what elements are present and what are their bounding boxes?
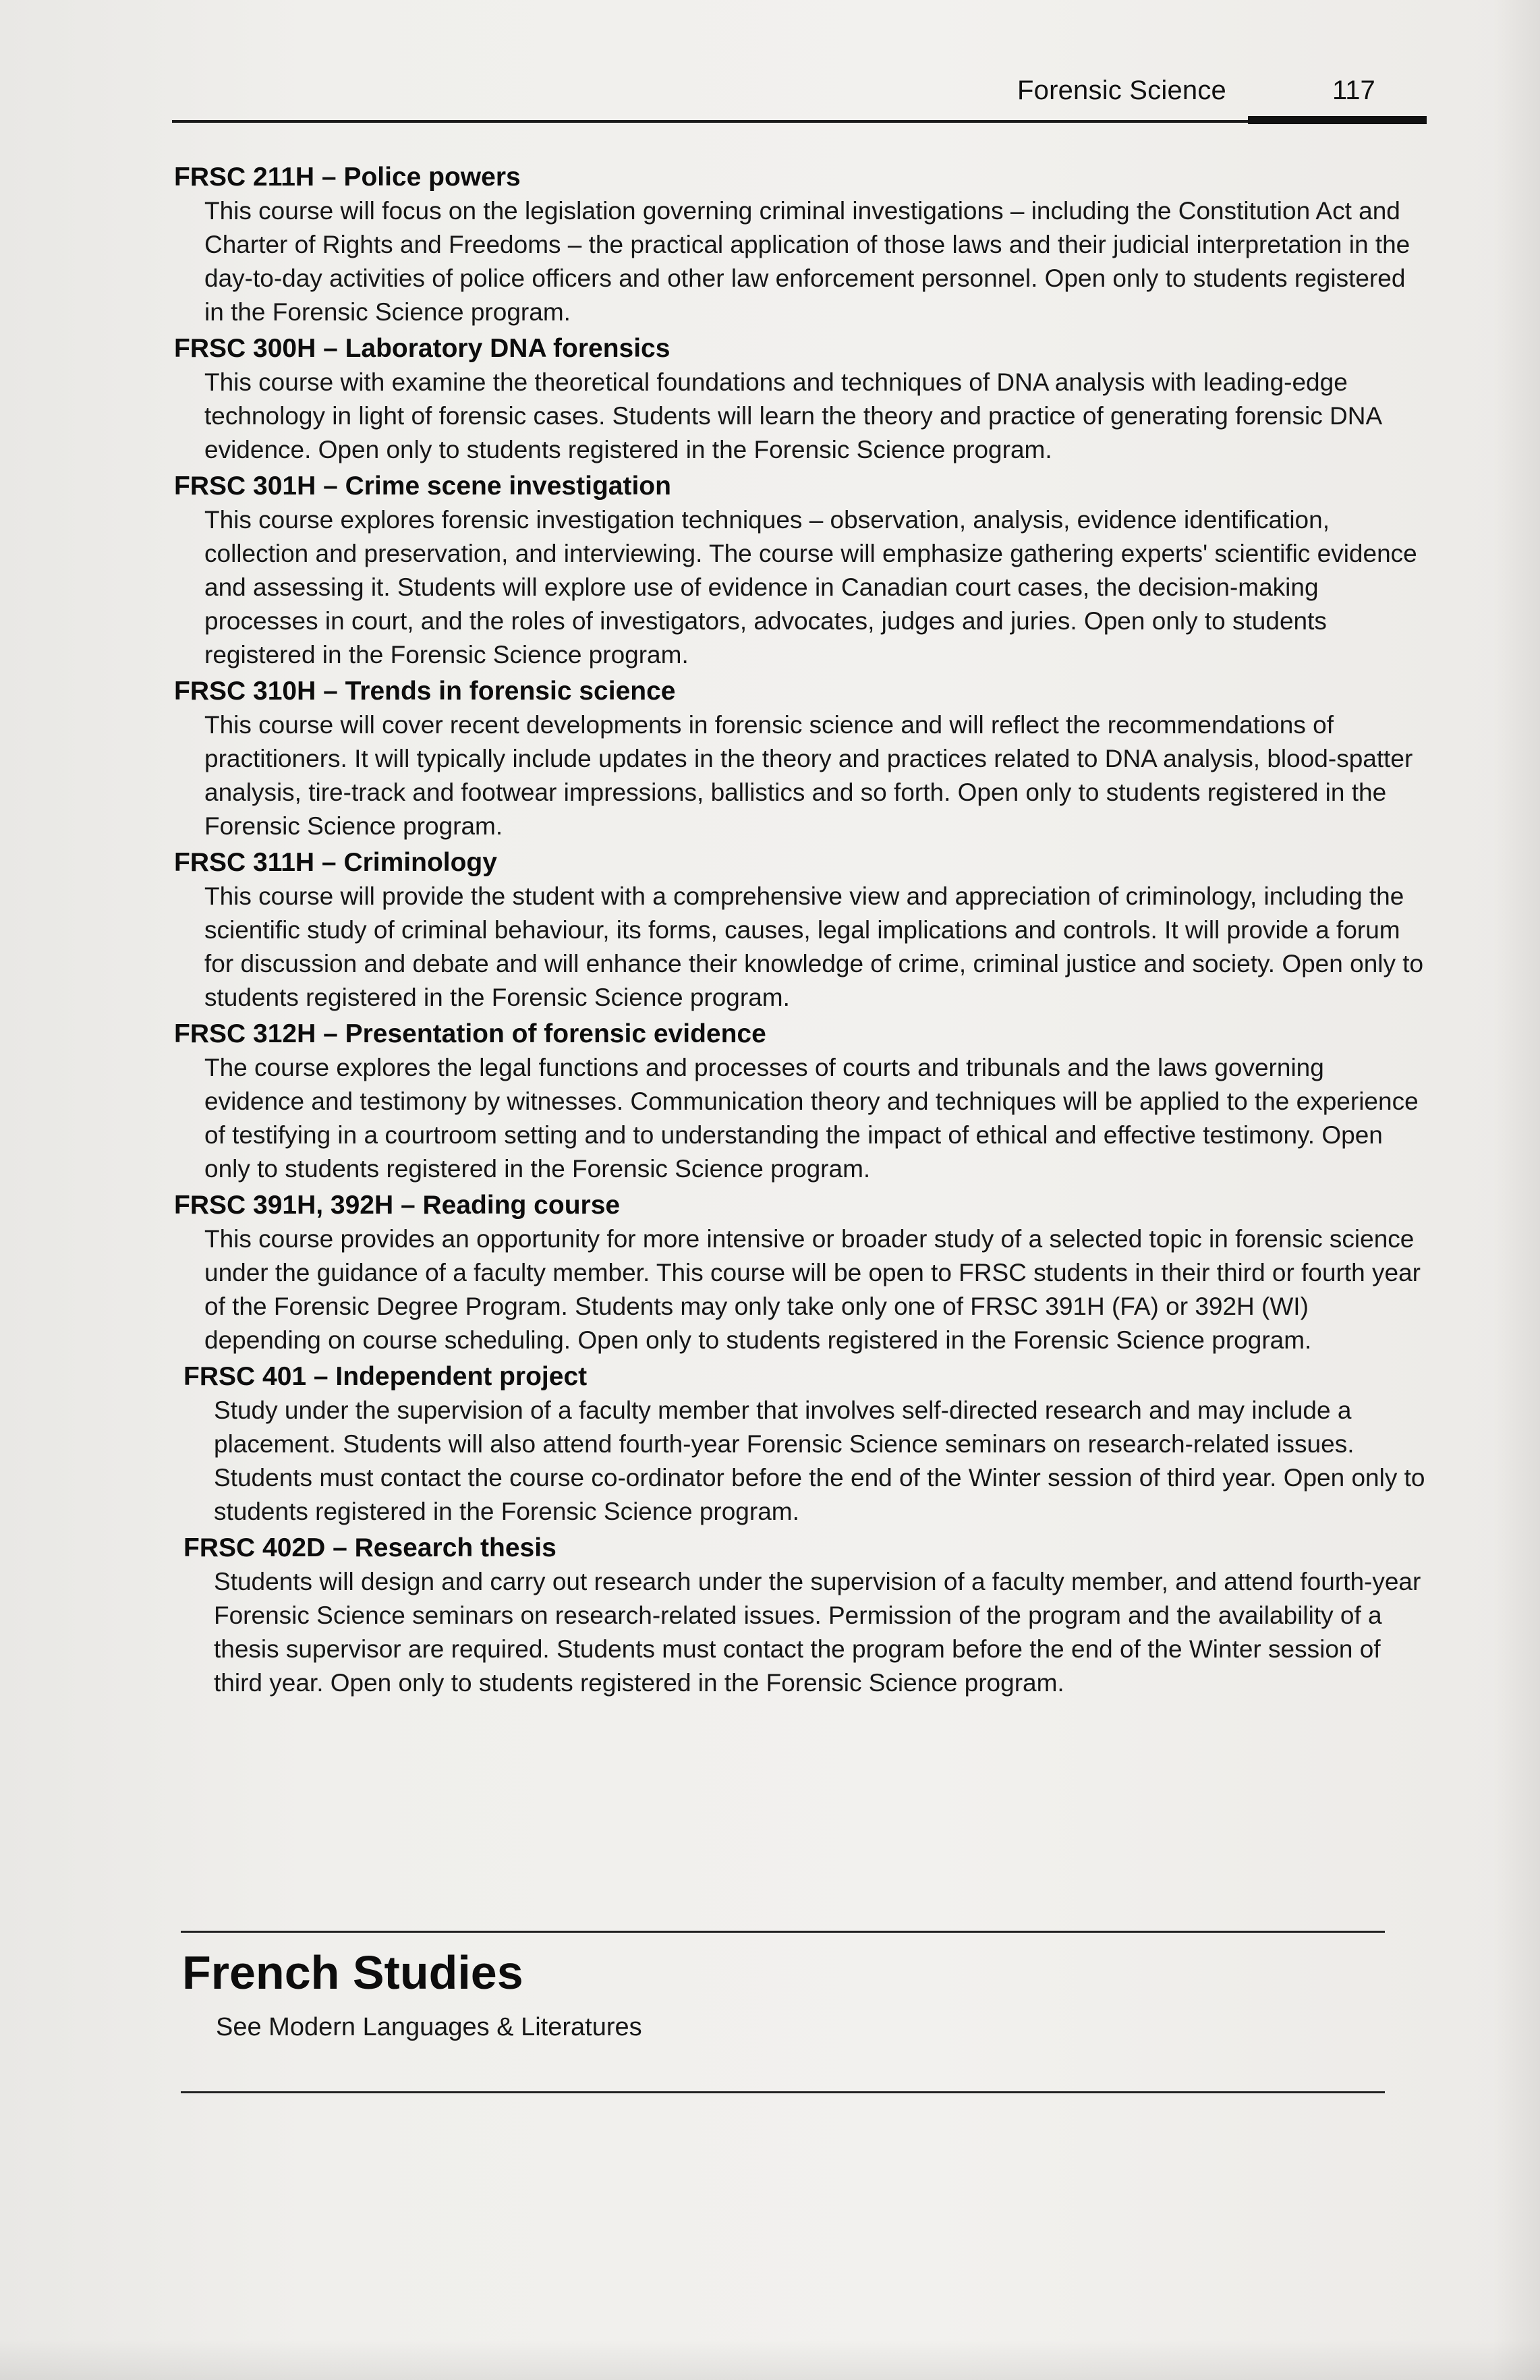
section-cross-reference: See Modern Languages & Literatures: [216, 2013, 642, 2041]
course-entry: [183, 1360, 1425, 1529]
course-title: FRSC 310H – Trends in forensic science: [174, 677, 676, 706]
header-rule-accent: [1248, 116, 1427, 124]
course-title: FRSC 312H – Presentation of forensic evidence: [174, 1019, 766, 1048]
course-description: Study under the supervision of a faculty member that involves self-directed research and may include a placement. Students will also attend fourth-year Forensic Science seminars on research-related issues. Students must contact the course co-ordinator before the end of the Winter session of third year. Open only to students registered in the Forensic Science program.: [214, 1396, 1425, 1525]
course-title: FRSC 391H, 392H – Reading course: [174, 1191, 621, 1220]
course-description: This course will focus on the legislation governing criminal investigations – including the Constitution Act and Charter of Rights and Freedoms – the practical application of those laws and their judicial interpretation in the day-to-day activities of police officers and other law enforcement personnel. Open only to students registered in the Forensic Science program.: [204, 197, 1410, 326]
course-entry: [174, 675, 1425, 843]
section-divider-top: [181, 1931, 1385, 1933]
course-description: This course explores forensic investigation techniques – observation, analysis, evidence identification, collection and preservation, and interviewing. The course will emphasize gathering experts' scientific evidence and assessing it. Students will explore use of evidence in Canadian court cases, the decision-making processes in court, and the roles of investigators, advocates, judges and juries. Open only to students registered in the Forensic Science program.: [204, 506, 1417, 669]
course-description: This course will provide the student with a comprehensive view and appreciation of criminology, including the scientific study of criminal behaviour, its forms, causes, legal implications and controls. It will provide a forum for discussion and debate and will enhance their knowledge of crime, criminal justice and society. Open only to students registered in the Forensic Science program.: [204, 882, 1424, 1011]
running-head: Forensic Science: [1017, 76, 1226, 105]
course-title: FRSC 311H – Criminology: [174, 848, 497, 877]
course-title: FRSC 300H – Laboratory DNA forensics: [174, 334, 671, 363]
course-list: [174, 161, 1425, 1703]
course-entry: [183, 1531, 1425, 1700]
course-description: This course provides an opportunity for more intensive or broader study of a selected topic in forensic science under the guidance of a faculty member. This course will be open to FRSC students in their third or fourth year of the Forensic Degree Program. Students may only take only one of FRSC 391H (FA) or 392H (WI) depending on course scheduling. Open only to students registered in the Forensic Science program.: [204, 1225, 1421, 1354]
course-title: FRSC 301H – Crime scene investigation: [174, 472, 671, 501]
header-rule: [172, 120, 1427, 123]
section-divider-bottom: [181, 2091, 1385, 2093]
page-number: 117: [1332, 76, 1375, 105]
course-title: FRSC 401 – Independent project: [183, 1362, 588, 1391]
course-entry: [174, 846, 1425, 1015]
course-entry: [174, 332, 1425, 467]
course-entry: [174, 470, 1425, 672]
course-description: The course explores the legal functions and processes of courts and tribunals and the laws governing evidence and testimony by witnesses. Communication theory and techniques will be applied to the experience of testifying in a courtroom setting and to understanding the impact of ethical and effective testimony. Open only to students registered in the Forensic Science program.: [204, 1054, 1419, 1183]
section-heading: French Studies: [182, 1946, 523, 1999]
course-description: Students will design and carry out research under the supervision of a faculty member, and attend fourth-year Forensic Science seminars on research-related issues. Permission of the program and the availability of a thesis supervisor are required. Students must contact the program before the end of the Winter session of third year. Open only to students registered in the Forensic Science program.: [214, 1568, 1421, 1697]
course-entry: [174, 1189, 1425, 1357]
course-entry: [174, 1017, 1425, 1186]
page-edge-shadow: [1493, 0, 1540, 2380]
course-description: This course with examine the theoretical foundations and techniques of DNA analysis with leading-edge technology in light of forensic cases. Students will learn the theory and practice of generating forensic DNA evidence. Open only to students registered in the Forensic Science program.: [204, 368, 1381, 463]
course-title: FRSC 402D – Research thesis: [183, 1533, 557, 1562]
course-entry: [174, 161, 1425, 329]
course-description: This course will cover recent developments in forensic science and will reflect the recommendations of practitioners. It will typically include updates in the theory and practices related to DNA analysis, blood-spatter analysis, tire-track and footwear impressions, ballistics and so forth. Open only to students registered in the Forensic Science program.: [204, 711, 1413, 840]
course-title: FRSC 211H – Police powers: [174, 163, 521, 192]
page-bottom-shadow: [0, 2340, 1540, 2380]
